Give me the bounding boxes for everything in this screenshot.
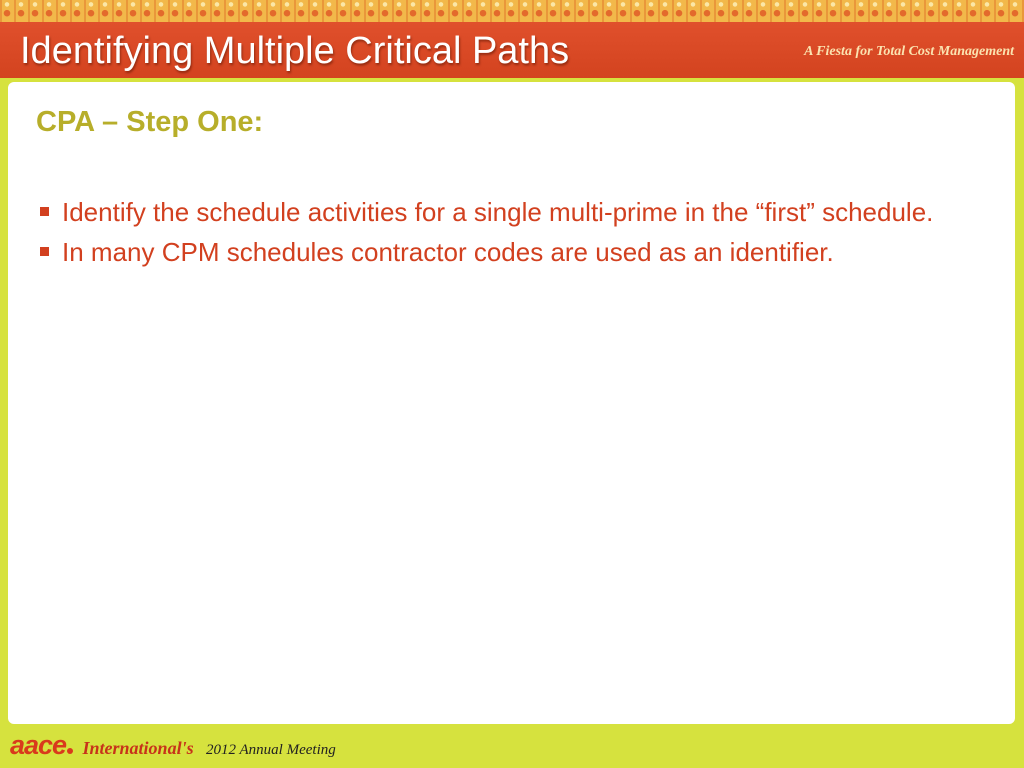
footer-org-name: International's <box>82 738 194 758</box>
bullet-item <box>38 232 988 272</box>
decorative-border <box>0 0 1024 22</box>
square-bullet-icon <box>40 207 49 216</box>
bullet-list <box>38 192 988 272</box>
footer-event-name: 2012 Annual Meeting <box>206 742 336 758</box>
bullet-item <box>38 192 988 232</box>
content-panel <box>8 82 1015 724</box>
bullet-text: Identify the schedule activities for a single multi-prime in the “first” schedule. <box>62 197 934 227</box>
section-heading: CPA – Step One: <box>36 106 264 138</box>
square-bullet-icon <box>40 247 49 256</box>
slide-tagline: A Fiesta for Total Cost Management <box>804 44 1014 59</box>
slide-title: Identifying Multiple Critical Paths <box>20 30 570 72</box>
logo-dot-icon <box>67 748 73 754</box>
footer <box>10 730 336 762</box>
bullet-text: In many CPM schedules contractor codes are used as an identifier. <box>62 237 834 267</box>
aace-logo: aace <box>10 730 67 760</box>
